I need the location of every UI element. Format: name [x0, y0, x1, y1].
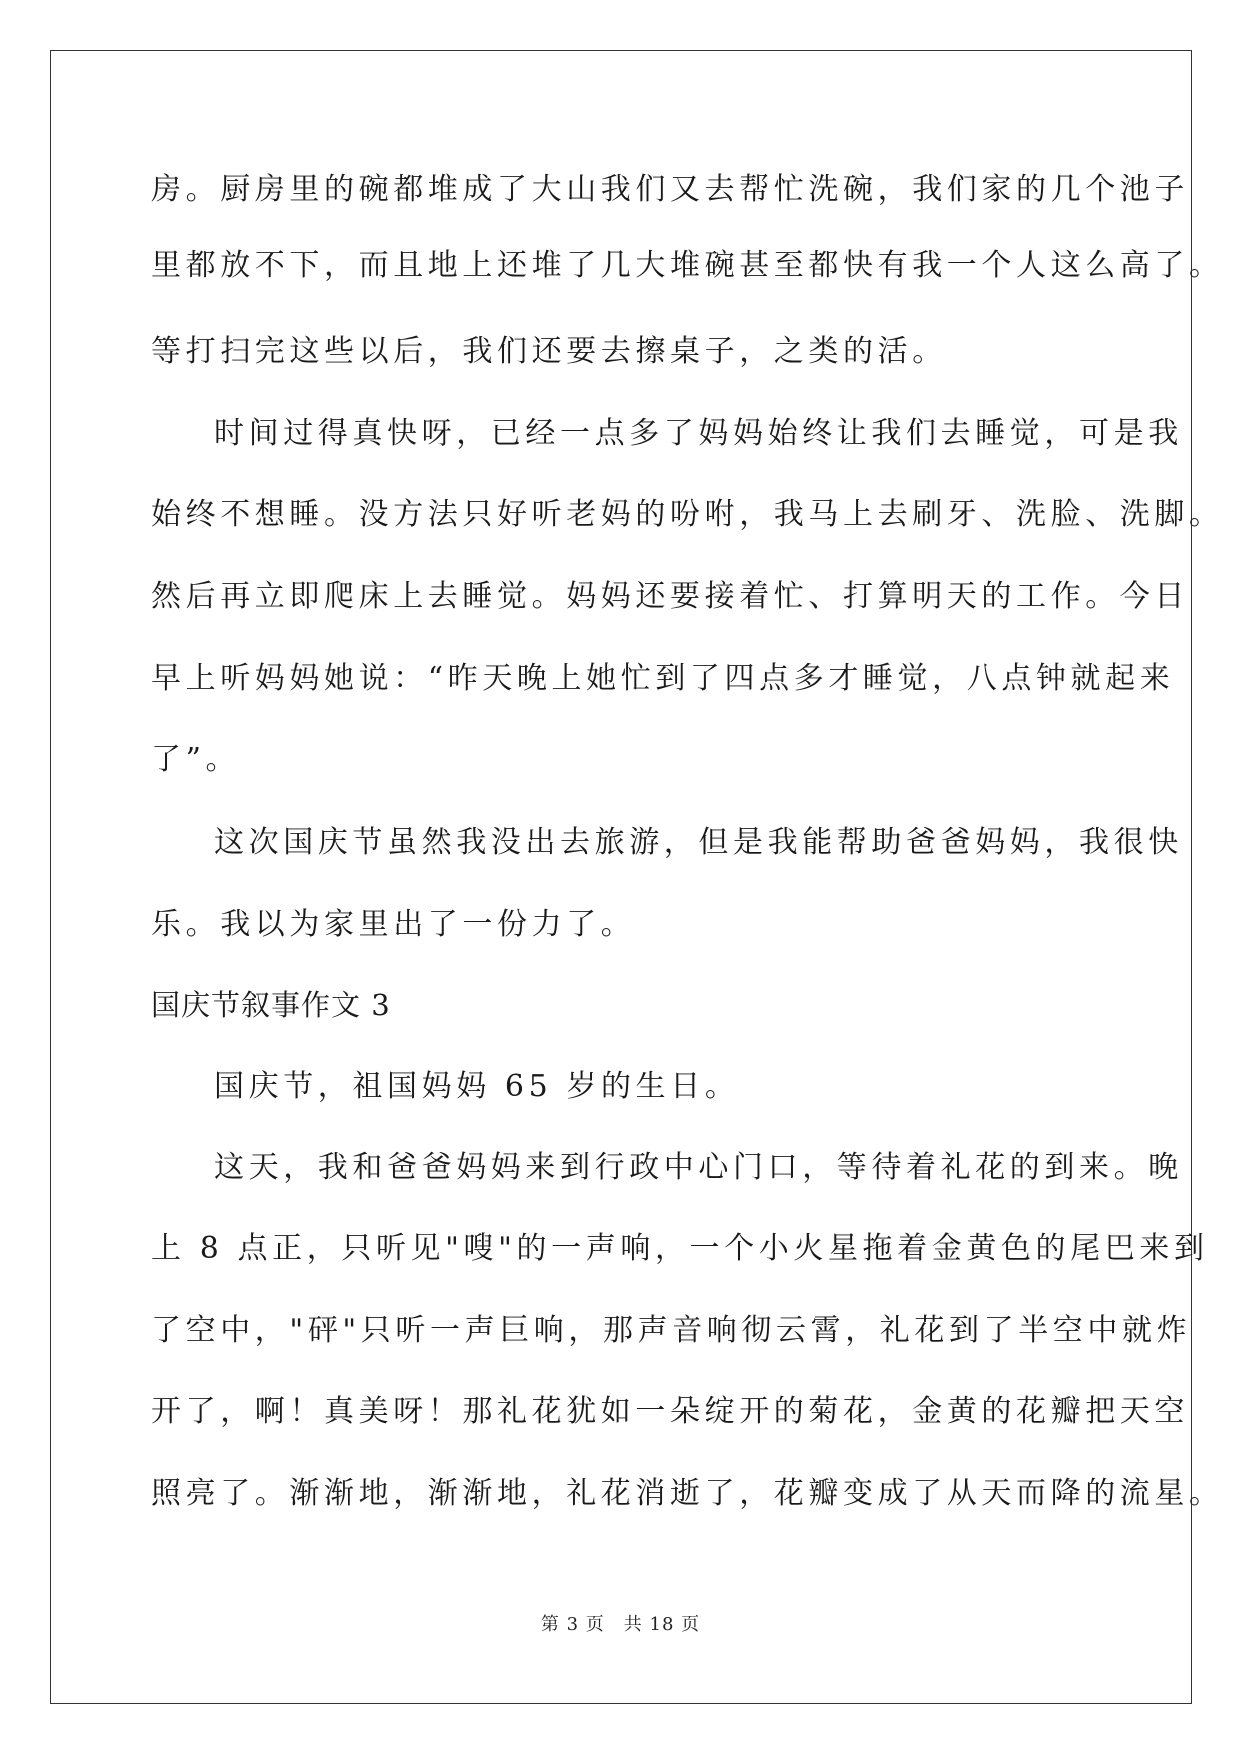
text-line-14: 上 8 点正，只听见"嗖"的一声响，一个小火星拖着金黄色的尾巴来到 [151, 1231, 1209, 1266]
text-line-17: 照亮了。渐渐地，渐渐地，礼花消逝了，花瓣变成了从天而降的流星。 [151, 1476, 1224, 1511]
text-line-7: 早上听妈妈她说：“昨天晚上她忙到了四点多才睡觉，八点钟就起来 [151, 661, 1175, 696]
text-line-10: 乐。我以为家里出了一份力了。 [151, 907, 636, 942]
section-heading: 国庆节叙事作文 3 [151, 988, 391, 1022]
text-line-6: 然后再立即爬床上去睡觉。妈妈还要接着忙、打算明天的工作。今日 [151, 579, 1189, 614]
text-line-2: 里都放不下，而且地上还堆了几大堆碗甚至都快有我一个人这么高了。 [151, 248, 1224, 283]
text-line-3: 等打扫完这些以后，我们还要去擦桌子，之类的活。 [151, 334, 947, 369]
text-line-5: 始终不想睡。没方法只好听老妈的吩咐，我马上去刷牙、洗脸、洗脚。 [151, 497, 1224, 532]
text-line-1: 房。厨房里的碗都堆成了大山我们又去帮忙洗碗，我们家的几个池子 [151, 172, 1189, 207]
text-line-12: 国庆节，祖国妈妈 65 岁的生日。 [214, 1069, 740, 1104]
text-line-8: 了”。 [151, 742, 241, 777]
text-line-4: 时间过得真快呀，已经一点多了妈妈始终让我们去睡觉，可是我 [214, 416, 1183, 451]
page-number-footer: 第 3 页 共 18 页 [540, 1614, 701, 1635]
text-line-16: 开了，啊！真美呀！那礼花犹如一朵绽开的菊花，金黄的花瓣把天空 [151, 1394, 1189, 1429]
text-line-15: 了空中，"砰"只听一声巨响，那声音响彻云霄，礼花到了半空中就炸 [151, 1313, 1192, 1348]
text-line-9: 这次国庆节虽然我没出去旅游，但是我能帮助爸爸妈妈，我很快 [214, 825, 1183, 860]
text-line-13: 这天，我和爸爸妈妈来到行政中心门口，等待着礼花的到来。晚 [214, 1150, 1183, 1185]
page-border [50, 50, 1192, 1704]
